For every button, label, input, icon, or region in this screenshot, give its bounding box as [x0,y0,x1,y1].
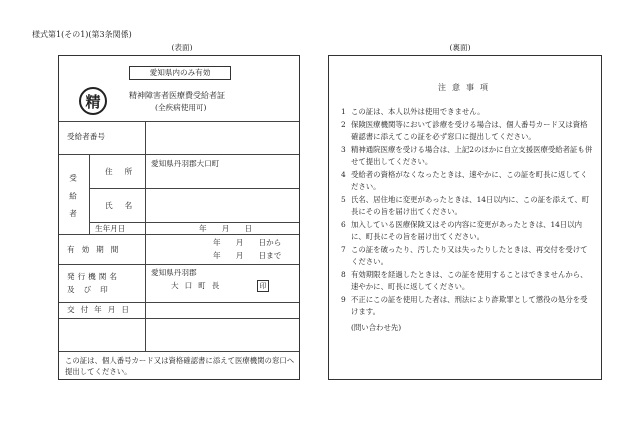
validity-to: 年 月 日まで [213,251,282,260]
note-text: この証は、本人以外は使用できません。 [351,107,485,116]
note-text: 精神通院医療を受ける場合は、上記2のほかに自立支援医療受給者証も併せて提出してください。 [351,145,593,166]
address-label: 住所 [105,167,145,176]
notes-list [341,106,593,334]
note-number: 8 [341,270,346,279]
issuer-seal-icon: 印 [257,280,269,292]
notes-heading: 注意事項 [438,83,494,92]
note-number: 6 [341,220,346,229]
issuer-label: 発行機関名 [67,272,120,281]
recipient-number-label: 受給者番号 [67,132,105,141]
card-subtitle: (全疾病使用可) [155,103,207,112]
note-item [341,219,593,243]
issuer-org: 愛知県丹羽郡 [151,268,197,277]
validity-area-badge: 愛知県内のみ有効 [129,66,231,80]
recipient-label: 受給者 [68,174,78,227]
birthdate-label: 生年月日 [95,224,126,233]
birthdate-value: 年 月 日 [199,224,253,233]
note-text: 有効期限を経過したときは、この証を使用することはできませんから、速やかに、町長に返してください。 [351,270,588,291]
note-text: 保険医療機関等において診療を受ける場合は、個人番号カード又は資格確認書に添えてこの証を必ず窓口に提出してください。 [351,120,588,141]
note-number: 9 [341,295,346,304]
address-value: 愛知県丹羽郡大口町 [151,159,220,168]
note-item [341,144,593,168]
front-side-label: (表面) [171,43,193,52]
note-item [341,244,593,268]
note-text: 受給者の資格がなくなったときは、速やかに、この証を町長に返してください。 [351,170,588,191]
back-side-label: (裏面) [449,43,471,52]
issuer-mayor: 大口町長 [171,281,226,290]
note-text: この証を破ったり、汚したり又は失ったりしたときは、再交付を受けてください。 [351,245,588,266]
note-text: 不正にこの証を使用した者は、刑法により詐欺罪として懲役の処分を受けます。 [351,295,588,316]
note-item [341,119,593,143]
note-item [341,194,593,218]
footer-note: この証は、個人番号カード又は資格確認書に添えて医療機関の窓口へ提出してください。 [65,356,295,376]
psychiatric-stamp-icon: 精 [79,87,107,115]
note-number: 5 [341,195,346,204]
note-number: 1 [341,107,346,116]
card-title: 精神障害者医療費受給者証 [129,91,225,100]
note-text: 加入している医療保険又はその内容に変更があったときは、14日以内に、町長にその旨を届け出てください。 [351,220,583,241]
note-number: 2 [341,120,346,129]
note-number: 4 [341,170,346,179]
note-item [341,294,593,318]
issue-date-label: 交付年月日 [67,305,135,314]
note-number: 3 [341,145,346,154]
note-number: 7 [341,245,346,254]
validity-period-label: 有効期間 [67,245,126,254]
validity-from: 年 月 日から [213,238,282,247]
issuer-label-2: 及び印 [67,285,117,294]
front-card [58,55,300,380]
name-label: 氏名 [105,201,145,210]
note-item [341,106,593,118]
contact-label: (問い合わせ先) [351,323,402,332]
note-item [341,269,593,293]
form-number: 様式第1(その1)(第3条関係) [32,30,132,39]
note-text: 氏名、居住地に変更があったときは、14日以内に、この証を添えて、町長にその旨を届け出てください。 [351,195,590,216]
note-item [341,169,593,193]
back-card [328,55,602,380]
